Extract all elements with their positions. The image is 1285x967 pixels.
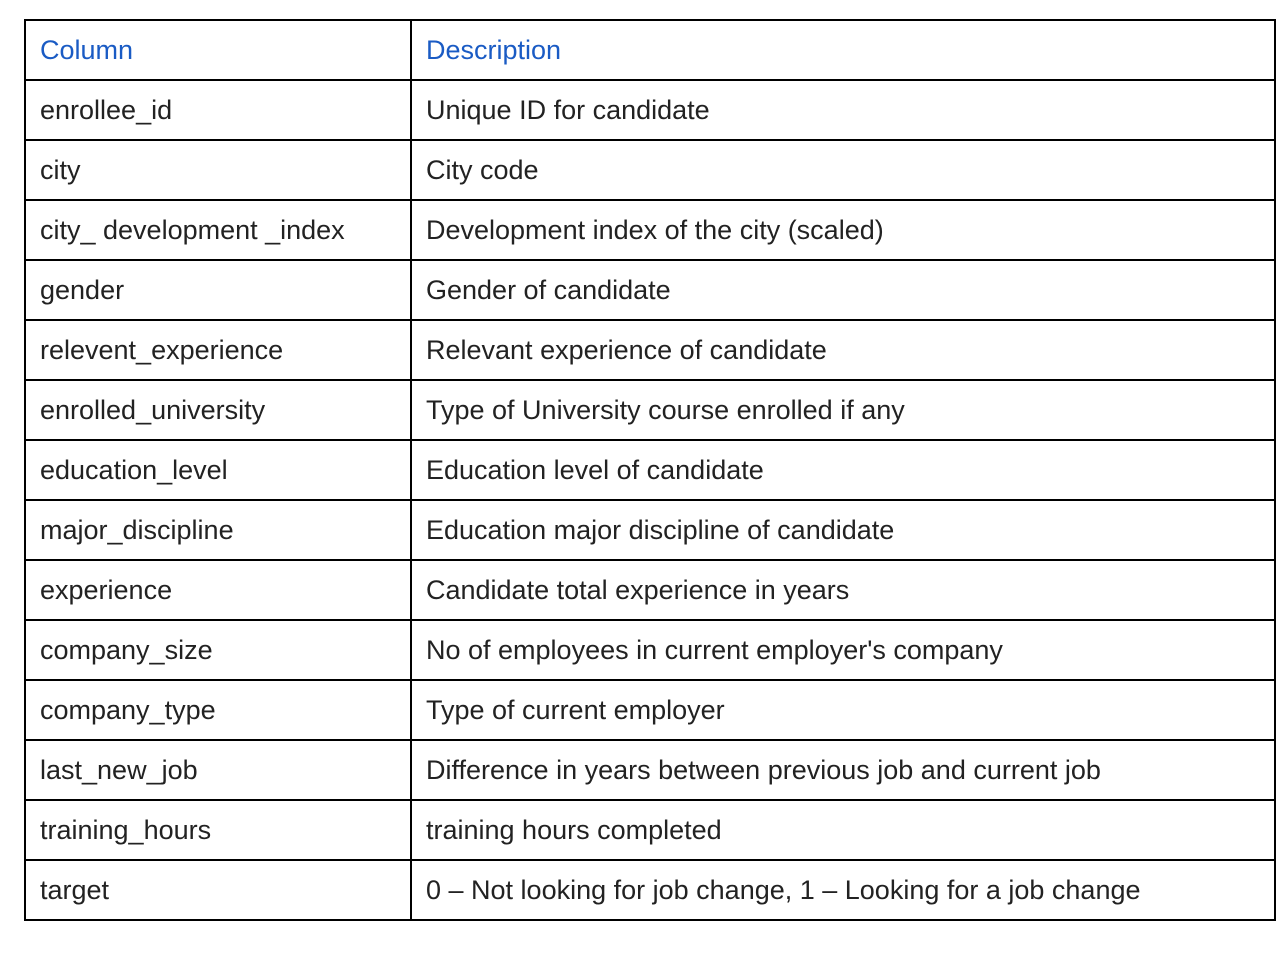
description-cell: Type of current employer bbox=[411, 680, 1275, 740]
column-name-cell: enrolled_university bbox=[25, 380, 411, 440]
description-cell: training hours completed bbox=[411, 800, 1275, 860]
column-name-cell: gender bbox=[25, 260, 411, 320]
table-row bbox=[25, 560, 1275, 620]
column-name-cell: relevent_experience bbox=[25, 320, 411, 380]
description-cell: Development index of the city (scaled) bbox=[411, 200, 1275, 260]
description-cell: Gender of candidate bbox=[411, 260, 1275, 320]
column-name-cell: city bbox=[25, 140, 411, 200]
description-cell: City code bbox=[411, 140, 1275, 200]
table-row bbox=[25, 80, 1275, 140]
description-cell: Relevant experience of candidate bbox=[411, 320, 1275, 380]
table-row bbox=[25, 200, 1275, 260]
description-cell: 0 – Not looking for job change, 1 – Looking for a job change bbox=[411, 860, 1275, 920]
description-cell: Type of University course enrolled if any bbox=[411, 380, 1275, 440]
table-row bbox=[25, 680, 1275, 740]
column-name-cell: education_level bbox=[25, 440, 411, 500]
table-row bbox=[25, 440, 1275, 500]
description-header: Description bbox=[411, 20, 1275, 80]
column-name-cell: training_hours bbox=[25, 800, 411, 860]
description-cell: Difference in years between previous job and current job bbox=[411, 740, 1275, 800]
column-name-cell: city_ development _index bbox=[25, 200, 411, 260]
table-row bbox=[25, 140, 1275, 200]
table-row bbox=[25, 320, 1275, 380]
table-row bbox=[25, 800, 1275, 860]
column-name-cell: enrollee_id bbox=[25, 80, 411, 140]
column-name-cell: major_discipline bbox=[25, 500, 411, 560]
column-name-cell: experience bbox=[25, 560, 411, 620]
column-name-cell: company_type bbox=[25, 680, 411, 740]
column-name-cell: target bbox=[25, 860, 411, 920]
data-dictionary-table bbox=[24, 19, 1276, 921]
table-row bbox=[25, 500, 1275, 560]
column-header: Column bbox=[25, 20, 411, 80]
table-row bbox=[25, 860, 1275, 920]
column-name-cell: company_size bbox=[25, 620, 411, 680]
description-cell: Education major discipline of candidate bbox=[411, 500, 1275, 560]
table-row bbox=[25, 260, 1275, 320]
table-row bbox=[25, 380, 1275, 440]
header-row bbox=[25, 20, 1275, 80]
table-row bbox=[25, 740, 1275, 800]
description-cell: No of employees in current employer's company bbox=[411, 620, 1275, 680]
description-cell: Education level of candidate bbox=[411, 440, 1275, 500]
column-name-cell: last_new_job bbox=[25, 740, 411, 800]
description-cell: Candidate total experience in years bbox=[411, 560, 1275, 620]
table-row bbox=[25, 620, 1275, 680]
description-cell: Unique ID for candidate bbox=[411, 80, 1275, 140]
